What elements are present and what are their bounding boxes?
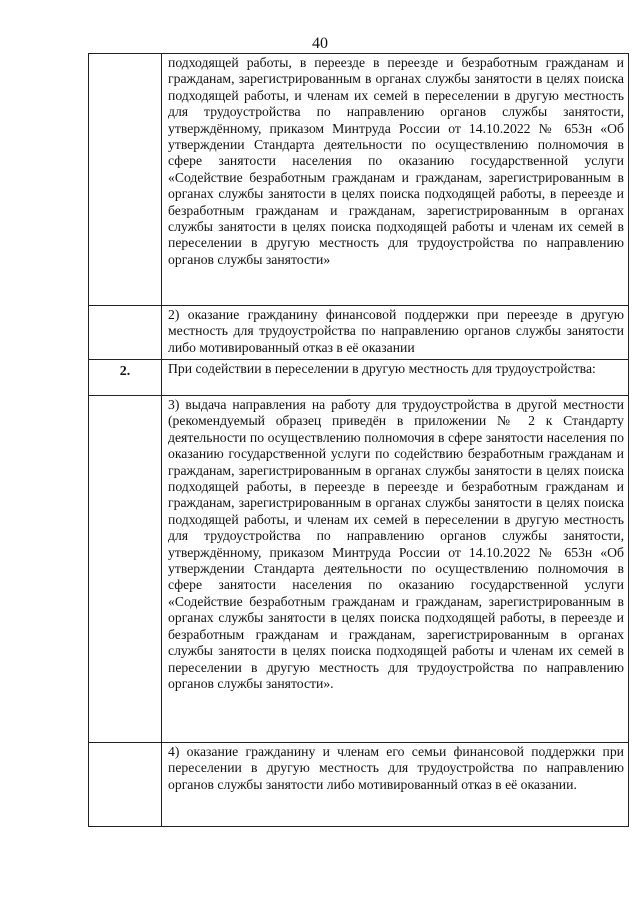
content-table	[88, 53, 629, 827]
table-row	[89, 743, 629, 827]
row-number-cell: 2.	[89, 360, 162, 396]
row-number-cell	[89, 306, 162, 360]
table-row	[89, 396, 629, 743]
row-text-cell: 3) выдача направления на работу для трудоустройства в другой местности (рекомендуемый образец приведён в приложении № 2 к Стандарту деятельности по осуществлению полномочия в сфере занятости населения по оказанию государственной услуги по содействию безработным гражданам и гражданам, зарегистрированным в органах службы занятости в целях поиска подходящей работы, в переезде в переезде и безработным гражданам и гражданам, зарегистрированным в органах службы занятости в целях поиска подходящей работы, и членам их семей в переселении в другую местность для трудоустройства по направлению органов службы занятости, утверждённому, приказом Минтруда России от 14.10.2022 № 653н «Об утверждении Стандарта деятельности по осуществлению полномочия в сфере занятости населения по оказанию государственной услуги «Содействие безработным гражданам и гражданам, зарегистрированным в органах службы занятости в целях поиска подходящей работы, в переезде и безработным гражданам и гражданам, зарегистрированным в органах службы занятости в целях поиска подходящей работы и членам их семей в переселении в другую местность для трудоустройства по направлению органов службы занятости».	[162, 396, 629, 743]
row-number-cell	[89, 396, 162, 743]
page-number: 40	[312, 35, 328, 52]
row-number-cell	[89, 743, 162, 827]
row-text-cell: подходящей работы, в переезде в переезде и безработным гражданам и гражданам, зарегистрированным в органах службы занятости в целях поиска подходящей работы, и членам их семей в переселении в другую местность для трудоустройства по направлению органов службы занятости, утверждённому, приказом Минтруда России от 14.10.2022 № 653н «Об утверждении Стандарта деятельности по осуществлению полномочия в сфере занятости населения по оказанию государственной услуги «Содействие безработным гражданам и гражданам, зарегистрированным в органах службы занятости в целях поиска подходящей работы, в переезде и безработным гражданам и гражданам, зарегистрированным в органах службы занятости в целях поиска подходящей работы и членам их семей в переселении в другую местность для трудоустройства по направлению органов службы занятости»	[162, 54, 629, 306]
row-text-cell: 2) оказание гражданину финансовой поддержки при переезде в другую местность для трудоустройства по направлению органов службы занятости либо мотивированный отказ в её оказании	[162, 306, 629, 360]
table-row	[89, 54, 629, 306]
row-text-cell: 4) оказание гражданину и членам его семьи финансовой поддержки при переселении в другую местность для трудоустройства по направлению органов службы занятости либо мотивированный отказ в её оказании.	[162, 743, 629, 827]
row-text-cell: При содействии в переселении в другую местность для трудоустройства:	[162, 360, 629, 396]
table-row	[89, 306, 629, 360]
table-row	[89, 360, 629, 396]
row-number-cell	[89, 54, 162, 306]
